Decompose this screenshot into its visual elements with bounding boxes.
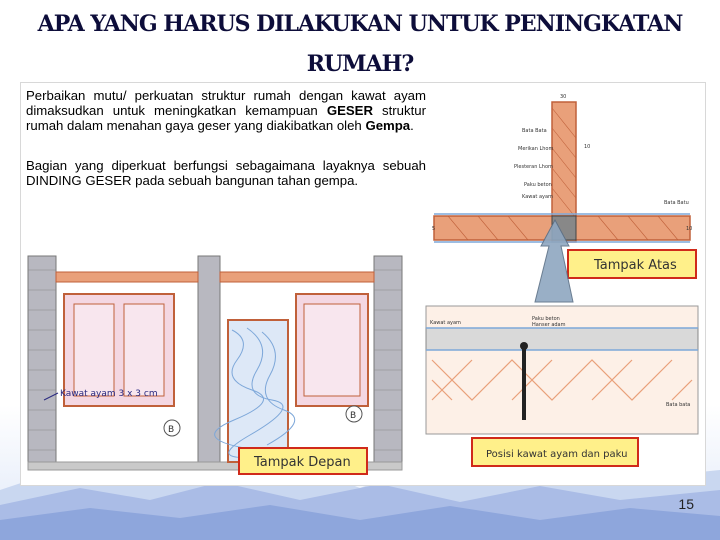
paragraph-1-bold-a: GESER	[326, 103, 373, 118]
paragraph-1	[26, 88, 426, 133]
slide-title	[0, 4, 720, 84]
paragraph-1-text-b: struktur rumah dalam menahan gaya geser yang diakibatkan oleh	[26, 103, 426, 133]
svg-text:Hanser adam: Hanser adam	[532, 322, 566, 328]
svg-text:B: B	[350, 411, 357, 421]
svg-text:Bata bata: Bata bata	[666, 402, 691, 408]
svg-text:Plesteran Lhom: Plesteran Lhom	[514, 164, 553, 170]
svg-text:5: 5	[432, 226, 436, 232]
svg-text:Paku beton: Paku beton	[532, 316, 560, 322]
wire-position-label: Posisi kawat ayam dan paku	[486, 449, 628, 460]
callout-arrow	[515, 216, 595, 308]
title-line-2: RUMAH?	[306, 51, 414, 77]
wire-mesh-label: Kawat ayam 3 x 3 cm	[60, 389, 158, 399]
svg-text:Paku beton: Paku beton	[524, 182, 552, 188]
page-number: 15	[678, 496, 694, 512]
svg-text:Bata Batu: Bata Batu	[664, 200, 689, 206]
ring-beam-left	[56, 272, 198, 282]
paragraph-1-text-a: Perbaikan mutu/ perkuatan struktur rumah dengan kawat ayam dimaksudkan untuk meningkatkan kemampuan	[26, 88, 426, 118]
svg-text:Kawat ayam: Kawat ayam	[522, 194, 553, 200]
window-pane	[304, 304, 360, 396]
wall-column-right	[374, 256, 402, 470]
paragraph-2: Bagian yang diperkuat berfungsi sebagaimana layaknya sebuah DINDING GESER pada sebuah bangunan tahan gempa.	[26, 158, 426, 188]
title-line-1: APA YANG HARUS DILAKUKAN UNTUK PENINGKATAN	[37, 11, 683, 37]
svg-text:B: B	[168, 425, 175, 435]
svg-text:10: 10	[584, 144, 591, 150]
front-view-diagram	[22, 250, 417, 482]
section-view-diagram	[422, 302, 702, 480]
svg-text:Kawat ayam: Kawat ayam	[430, 320, 461, 326]
window-pane	[74, 304, 114, 396]
top-view-label: Tampak Atas	[594, 258, 677, 273]
window-pane	[124, 304, 164, 396]
section-beam	[426, 328, 698, 350]
svg-text:10: 10	[686, 226, 693, 232]
svg-text:Bata Bata: Bata Bata	[522, 128, 547, 134]
door-mesh-panel	[228, 320, 288, 462]
svg-text:Merikan Lhom: Merikan Lhom	[518, 146, 554, 152]
svg-text:30: 30	[560, 94, 567, 100]
paragraph-1-bold-b: Gempa	[365, 118, 411, 133]
front-view-label: Tampak Depan	[254, 455, 351, 470]
wall-column-left	[28, 256, 56, 470]
paragraph-1-text-c: .	[410, 118, 414, 133]
ring-beam-right	[220, 272, 374, 282]
